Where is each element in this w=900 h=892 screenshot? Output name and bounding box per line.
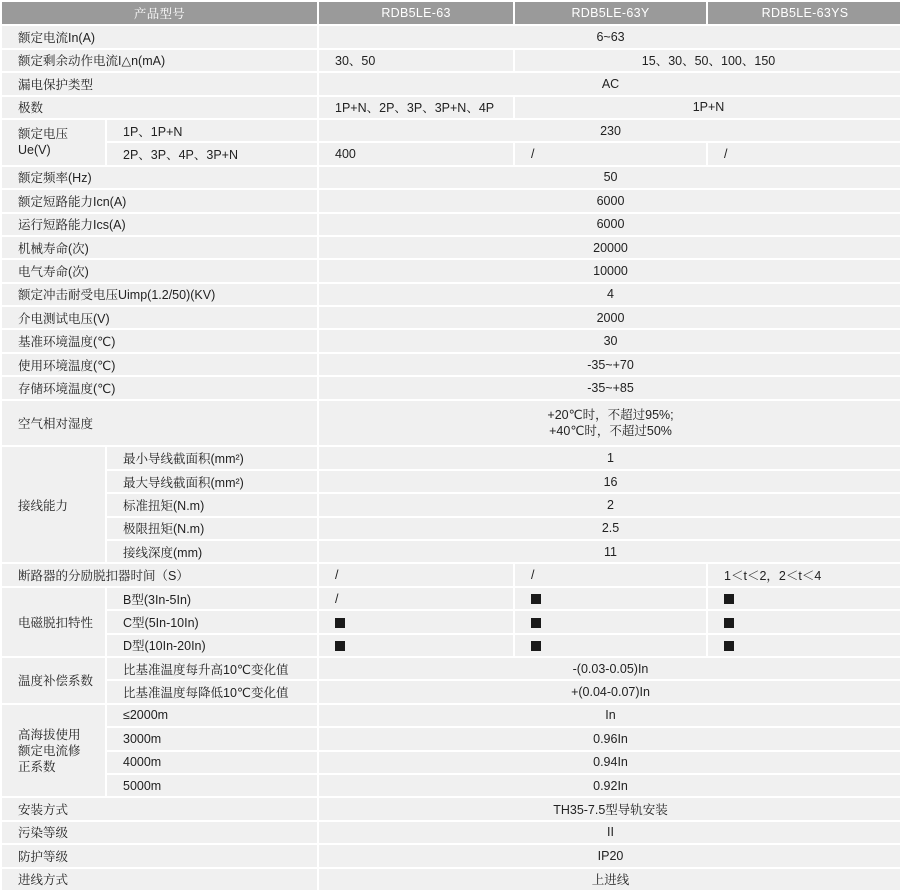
table-row	[2, 260, 900, 281]
table-row	[2, 798, 900, 819]
sub-label: 极限扭矩(N.m)	[107, 518, 317, 539]
filled-square-icon	[724, 618, 734, 628]
row-value: 1P+N、2P、3P、3P+N、4P	[319, 97, 513, 118]
row-label: 额定频率(Hz)	[2, 167, 317, 188]
table-row	[2, 237, 900, 258]
row-value: 上进线	[319, 869, 900, 891]
row-value: 0.92In	[319, 775, 900, 796]
row-label: 安装方式	[2, 798, 317, 819]
label-line: 额定电压	[18, 127, 69, 142]
row-value: /	[319, 588, 513, 609]
header-model-1: RDB5LE-63	[319, 2, 513, 24]
row-label: 额定冲击耐受电压Uimp(1.2/50)(KV)	[2, 284, 317, 305]
row-label: 断路器的分励脱扣器时间（S）	[2, 564, 317, 585]
table-row	[2, 564, 900, 585]
filled-square-icon	[531, 618, 541, 628]
row-value	[708, 588, 900, 609]
row-value: /	[319, 564, 513, 585]
row-label: 接线能力	[2, 447, 105, 562]
sub-label: 接线深度(mm)	[107, 541, 317, 562]
sub-label: 最小导线截面积(mm²)	[107, 447, 317, 468]
row-value: 6000	[319, 190, 900, 211]
row-label: 额定短路能力Icn(A)	[2, 190, 317, 211]
header-row	[2, 2, 900, 24]
label-line: 正系数	[18, 759, 56, 774]
row-value: 230	[319, 120, 900, 141]
sub-label: 1P、1P+N	[107, 120, 317, 141]
row-value: 30、50	[319, 50, 513, 71]
sub-label: B型(3In-5In)	[107, 588, 317, 609]
table-row	[2, 705, 900, 726]
table-row	[2, 471, 900, 492]
row-value: 4	[319, 284, 900, 305]
row-value: 400	[319, 143, 513, 164]
table-row	[2, 354, 900, 375]
table-row	[2, 401, 900, 446]
table-row	[2, 73, 900, 94]
table-row	[2, 752, 900, 773]
sub-label: 比基准温度每降低10℃变化值	[107, 681, 317, 702]
row-label: 额定电流In(A)	[2, 26, 317, 47]
table-row	[2, 26, 900, 47]
row-value	[319, 635, 513, 656]
value-line: +20℃时，不超过95%;	[547, 408, 674, 423]
row-value: 15、30、50、100、150	[515, 50, 900, 71]
sub-label: C型(5In-10In)	[107, 611, 317, 632]
row-label	[2, 705, 105, 797]
table-row	[2, 307, 900, 328]
table-row	[2, 120, 900, 141]
table-row	[2, 588, 900, 609]
row-label	[2, 120, 105, 165]
row-label: 极数	[2, 97, 317, 118]
row-label: 进线方式	[2, 869, 317, 891]
row-label: 介电测试电压(V)	[2, 307, 317, 328]
row-value: 2.5	[319, 518, 900, 539]
row-value: 1＜t＜2，2＜t＜4	[708, 564, 900, 585]
row-value: 20000	[319, 237, 900, 258]
table-row	[2, 611, 900, 632]
filled-square-icon	[724, 594, 734, 604]
sub-label: 4000m	[107, 752, 317, 773]
header-model-3: RDB5LE-63YS	[708, 2, 900, 24]
row-label: 运行短路能力Ics(A)	[2, 214, 317, 235]
row-label: 电磁脱扣特性	[2, 588, 105, 656]
sub-label: 2P、3P、4P、3P+N	[107, 143, 317, 164]
value-line: +40℃时，不超过50%	[549, 424, 672, 439]
row-value: 6~63	[319, 26, 900, 47]
row-value: II	[319, 822, 900, 843]
row-value	[319, 401, 900, 446]
row-label: 防护等级	[2, 845, 317, 866]
row-value: TH35-7.5型导轨安装	[319, 798, 900, 819]
row-value: 11	[319, 541, 900, 562]
sub-label: 最大导线截面积(mm²)	[107, 471, 317, 492]
row-label: 存储环境温度(℃)	[2, 377, 317, 398]
sub-label: ≤2000m	[107, 705, 317, 726]
row-value: +(0.04-0.07)In	[319, 681, 900, 702]
row-label: 电气寿命(次)	[2, 260, 317, 281]
table-row	[2, 377, 900, 398]
row-value: 1P+N	[515, 97, 900, 118]
table-row	[2, 330, 900, 351]
row-label: 额定剩余动作电流I△n(mA)	[2, 50, 317, 71]
table-row	[2, 50, 900, 71]
table-row	[2, 635, 900, 656]
table-row	[2, 190, 900, 211]
row-label: 漏电保护类型	[2, 73, 317, 94]
row-value: 0.94In	[319, 752, 900, 773]
row-value	[708, 635, 900, 656]
row-value: -(0.03-0.05)In	[319, 658, 900, 679]
row-value: /	[515, 143, 706, 164]
table-row	[2, 284, 900, 305]
row-value: IP20	[319, 845, 900, 866]
table-row	[2, 775, 900, 796]
filled-square-icon	[335, 641, 345, 651]
row-value	[515, 611, 706, 632]
row-value: AC	[319, 73, 900, 94]
row-value: /	[708, 143, 900, 164]
table-row	[2, 494, 900, 515]
sub-label: 比基准温度每升高10℃变化值	[107, 658, 317, 679]
header-product-model: 产品型号	[2, 2, 317, 24]
table-row	[2, 658, 900, 679]
row-value: -35~+70	[319, 354, 900, 375]
row-value	[708, 611, 900, 632]
sub-label: 3000m	[107, 728, 317, 749]
row-label: 空气相对湿度	[2, 401, 317, 446]
sub-label: 5000m	[107, 775, 317, 796]
row-value: 16	[319, 471, 900, 492]
table-row	[2, 845, 900, 866]
table-row	[2, 822, 900, 843]
sub-label: 标准扭矩(N.m)	[107, 494, 317, 515]
table-row	[2, 869, 900, 891]
label-line: Ue(V)	[18, 143, 51, 158]
table-row	[2, 214, 900, 235]
row-label: 基准环境温度(℃)	[2, 330, 317, 351]
row-value	[515, 588, 706, 609]
row-value: /	[515, 564, 706, 585]
table-row	[2, 167, 900, 188]
row-label: 温度补偿系数	[2, 658, 105, 703]
filled-square-icon	[724, 641, 734, 651]
sub-label: D型(10In-20In)	[107, 635, 317, 656]
table-row	[2, 447, 900, 468]
row-value: 2	[319, 494, 900, 515]
row-value: In	[319, 705, 900, 726]
row-value: -35~+85	[319, 377, 900, 398]
table-row	[2, 728, 900, 749]
label-line: 额定电流修	[18, 743, 81, 758]
header-model-2: RDB5LE-63Y	[515, 2, 706, 24]
row-value	[515, 635, 706, 656]
row-value: 50	[319, 167, 900, 188]
row-value: 30	[319, 330, 900, 351]
filled-square-icon	[531, 641, 541, 651]
table-row	[2, 681, 900, 702]
row-label: 机械寿命(次)	[2, 237, 317, 258]
row-value: 10000	[319, 260, 900, 281]
table-row	[2, 518, 900, 539]
row-value: 6000	[319, 214, 900, 235]
row-value: 0.96In	[319, 728, 900, 749]
filled-square-icon	[335, 618, 345, 628]
row-label: 污染等级	[2, 822, 317, 843]
table-row	[2, 541, 900, 562]
filled-square-icon	[531, 594, 541, 604]
row-label: 使用环境温度(℃)	[2, 354, 317, 375]
row-value: 2000	[319, 307, 900, 328]
table-row	[2, 97, 900, 118]
label-line: 高海拔使用	[18, 727, 81, 742]
row-value	[319, 611, 513, 632]
row-value: 1	[319, 447, 900, 468]
table-row	[2, 143, 900, 164]
